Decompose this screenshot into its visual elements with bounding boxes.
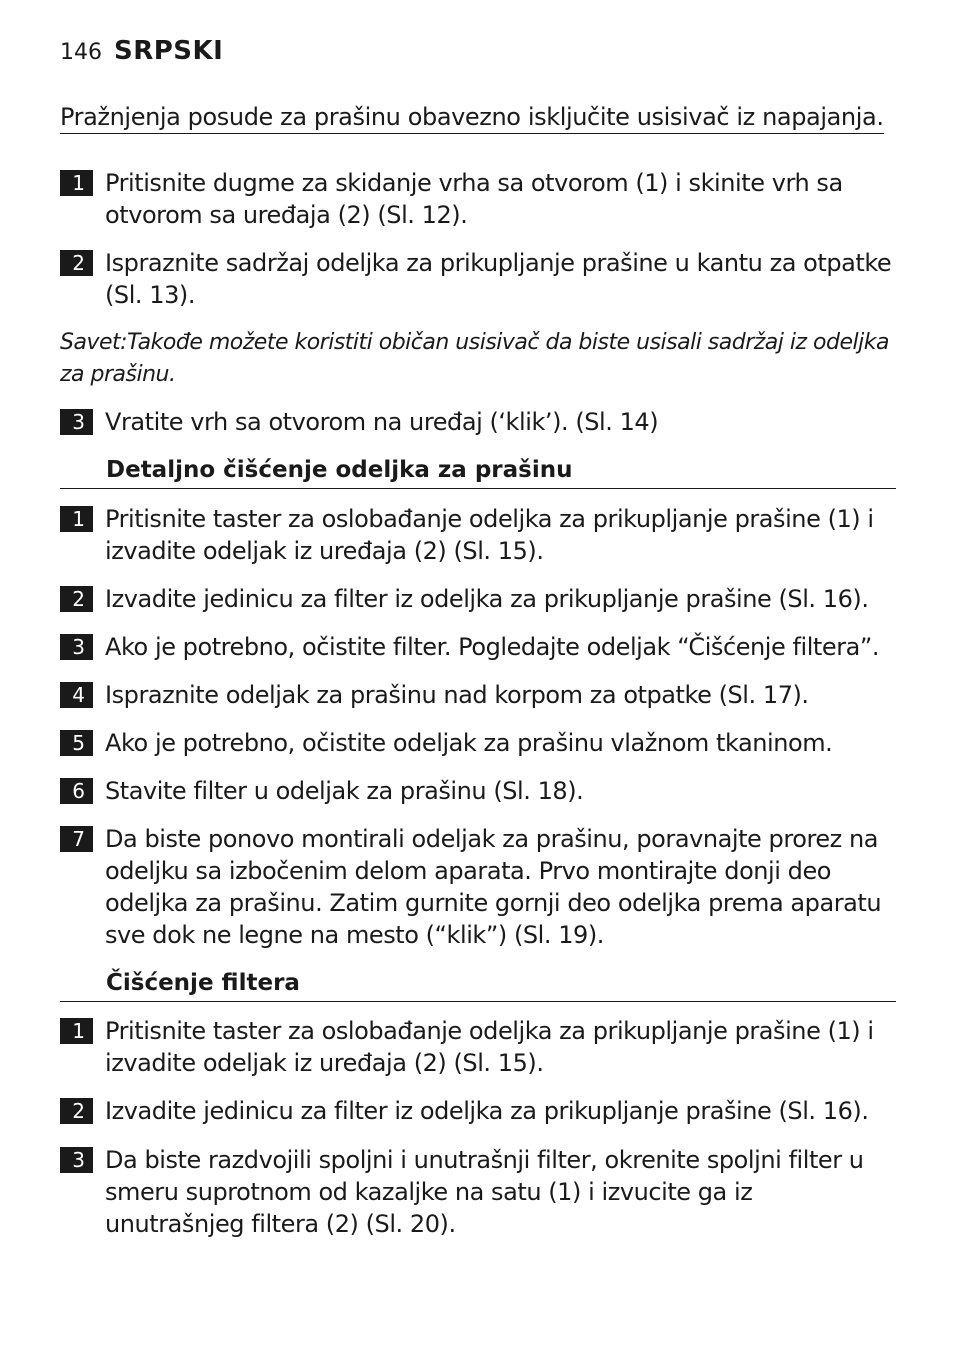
step-item [60, 1095, 896, 1127]
step-number-badge: 1 [60, 170, 93, 196]
step-item [60, 775, 896, 807]
section-language-title: SRPSKI [114, 36, 224, 66]
section-heading-dust-compartment: Detaljno čišćenje odeljka za prašinu [60, 454, 896, 489]
step-text: Ako je potrebno, očistite filter. Pogledajte odeljak “Čišćenje filtera”. [105, 633, 880, 661]
step-number-badge: 4 [60, 682, 93, 708]
step-number-badge: 3 [60, 1147, 93, 1173]
step-text: Pritisnite taster za oslobađanje odeljka za prikupljanje prašine (1) i izvadite odeljak iz uređaja (2) (Sl. 15). [105, 1017, 874, 1077]
step-number-badge: 2 [60, 586, 93, 612]
section-heading-filter-cleaning: Čišćenje filtera [60, 967, 896, 1002]
step-text: Pritisnite dugme za skidanje vrha sa otvorom (1) i skinite vrh sa otvorom sa uređaja (2) (Sl. 12). [105, 169, 843, 229]
tip-note: Savet:Takođe možete koristiti običan usisivač da biste usisali sadržaj iz odeljka za prašinu. [60, 330, 889, 387]
step-item [60, 631, 896, 663]
step-item [60, 406, 896, 438]
step-text: Ispraznite odeljak za prašinu nad korpom za otpatke (Sl. 17). [105, 681, 809, 709]
step-item [60, 583, 896, 615]
step-number-badge: 1 [60, 506, 93, 532]
step-item [60, 167, 896, 231]
page-number: 146 [60, 40, 102, 65]
step-text: Ispraznite sadržaj odeljka za prikupljanje prašine u kantu za otpatke (Sl. 13). [105, 249, 892, 309]
step-number-badge: 1 [60, 1018, 93, 1044]
page-header [60, 36, 223, 72]
step-text: Izvadite jedinicu za filter iz odeljka za prikupljanje prašine (Sl. 16). [105, 585, 869, 613]
step-number-badge: 3 [60, 634, 93, 660]
step-text: Vratite vrh sa otvorom na uređaj (‘klik’). (Sl. 14) [105, 408, 659, 436]
step-item [60, 503, 896, 567]
step-text: Izvadite jedinicu za filter iz odeljka za prikupljanje prašine (Sl. 16). [105, 1097, 869, 1125]
step-text: Da biste ponovo montirali odeljak za prašinu, poravnajte prorez na odeljku sa izbočenim delom aparata. Prvo montirajte donji deo odeljka za prašinu. Zatim gurnite gornji deo odeljka prema aparatu sve dok ne legne na mesto (“klik”) (Sl. 19). [105, 825, 882, 949]
step-number-badge: 5 [60, 730, 93, 756]
step-number-badge: 2 [60, 250, 93, 276]
step-item [60, 1015, 896, 1079]
step-item [60, 727, 896, 759]
step-item [60, 823, 896, 951]
step-number-badge: 6 [60, 778, 93, 804]
warning-note: Pražnjenja posude za prašinu obavezno isključite usisivač iz napajanja. [60, 102, 884, 134]
step-number-badge: 3 [60, 409, 93, 435]
step-number-badge: 2 [60, 1098, 93, 1124]
step-item [60, 247, 896, 311]
step-number-badge: 7 [60, 826, 93, 852]
step-text: Ako je potrebno, očistite odeljak za prašinu vlažnom tkaninom. [105, 729, 833, 757]
step-text: Stavite filter u odeljak za prašinu (Sl. 18). [105, 777, 584, 805]
step-item [60, 1144, 896, 1240]
step-item [60, 679, 896, 711]
step-text: Pritisnite taster za oslobađanje odeljka za prikupljanje prašine (1) i izvadite odeljak iz uređaja (2) (Sl. 15). [105, 505, 874, 565]
step-text: Da biste razdvojili spoljni i unutrašnji filter, okrenite spoljni filter u smeru suprotnom od kazaljke na satu (1) i izvucite ga iz unutrašnjeg filtera (2) (Sl. 20). [105, 1146, 864, 1238]
